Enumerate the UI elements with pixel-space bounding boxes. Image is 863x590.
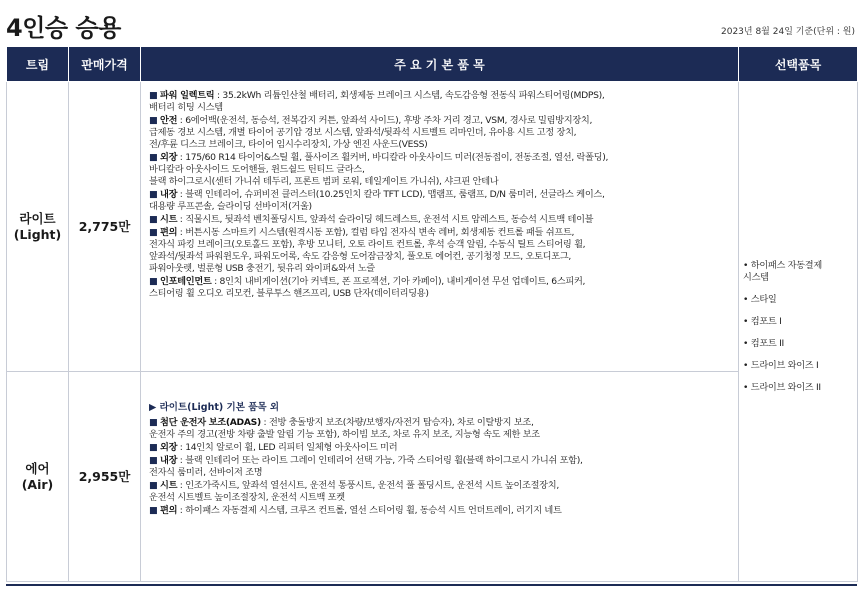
- square-bullet-icon: ■: [149, 417, 161, 428]
- feature-item: [149, 442, 732, 454]
- price-table: [6, 46, 858, 582]
- feature-item: [149, 276, 732, 300]
- bottom-rule: [6, 584, 857, 586]
- feature-label: 첨단 운전자 보조(ADAS): [160, 417, 261, 428]
- square-bullet-icon: ■: [149, 505, 161, 516]
- feature-label: 외장: [160, 442, 178, 453]
- feature-text: : 블랙 인테리어 또는 라이트 그레이 인테리어 선택 가능, 가죽 스티어링 휠(블랙 하이그로시 가니쉬 포함), 전자식 룸미러, 선바이저 조명: [149, 455, 583, 478]
- feature-text: : 블랙 인테리어, 슈퍼비전 클러스터(10.25인치 칼라 TFT LCD), 맵램프, 룸램프, D/N 룸미러, 선글라스 케이스, 대용량 루프콘솔, 슬라이딩 선바이저(거울): [149, 189, 605, 212]
- trim-light: 라이트 (Light): [7, 82, 69, 372]
- square-bullet-icon: ■: [149, 455, 161, 466]
- square-bullet-icon: ■: [149, 442, 161, 453]
- feature-item: [149, 455, 732, 479]
- feature-label: 인포테인먼트: [160, 276, 212, 287]
- feature-text: : 직물시트, 뒷좌석 벤치폴딩시트, 앞좌석 슬라이딩 헤드레스트, 운전석 시트 암레스트, 동승석 시트백 테이블: [177, 214, 594, 225]
- header-trim: 트림: [7, 47, 69, 82]
- feature-text: : 버튼시동 스마트키 시스템(원격시동 포함), 컬럼 타입 전자식 변속 레버, 회생제동 컨트롤 패들 쉬프트, 전자식 파킹 브레이크(오토홀드 포함), 후방 모니터, 오토 라이트 컨트롤, 후석 승객 알림, 수동식 틸트 스티어링 휠, 앞좌석/뒷좌석 파워윈도우, 파워도어록, 속도 감응형 도어잠금장치, 풀오토 에어컨, 공기청정 모드, 오토디포그, 파워아웃렛, 벌룬형 USB 충전기, 뒷유리 와이퍼&와셔 노즐: [149, 227, 586, 274]
- feature-text: : 전방 충돌방지 보조(차량/보행자/자전거 탑승자), 차로 이탈방지 보조, 운전자 주의 경고(전방 차량 출발 알림 기능 포함), 하이빔 보조, 차로 유지 보조, 지능형 속도 제한 보조: [149, 417, 540, 440]
- option-item: • 컴포트 I: [743, 315, 782, 327]
- feature-item: [149, 417, 732, 441]
- feature-label: 시트: [160, 214, 178, 225]
- feature-text: : 인조가죽시트, 앞좌석 열선시트, 운전석 통풍시트, 운전석 풀 폴딩시트, 운전석 시트 높이조절장치, 운전석 시트벨트 높이조절장치, 운전석 시트백 포켓: [149, 480, 559, 503]
- feature-item: [149, 189, 732, 213]
- feature-label: 편의: [160, 227, 178, 238]
- features-light: [141, 82, 739, 372]
- square-bullet-icon: ■: [149, 115, 161, 126]
- features-air: [141, 372, 739, 582]
- feature-item: [149, 115, 732, 151]
- header-price: 판매가격: [69, 47, 141, 82]
- square-bullet-icon: ■: [149, 227, 161, 238]
- feature-label: 내장: [160, 189, 178, 200]
- feature-label: 내장: [160, 455, 178, 466]
- feature-text: : 하이패스 자동결제 시스템, 크루즈 컨트롤, 열선 스티어링 휠, 동승석 시트 언더트레이, 러기지 네트: [177, 505, 562, 516]
- price-air: 2,955만: [69, 372, 141, 582]
- feature-label: 편의: [160, 505, 178, 516]
- feature-label: 외장: [160, 152, 178, 163]
- option-item: • 드라이브 와이즈 II: [743, 381, 821, 393]
- feature-item: [149, 90, 732, 114]
- feature-item: [149, 152, 732, 188]
- options-list: [739, 82, 858, 582]
- feature-label: 파워 일렉트릭: [160, 90, 215, 101]
- feature-text: : 14인치 알로이 휠, LED 리피터 일체형 아웃사이드 미러: [177, 442, 398, 453]
- header-options: 선택품목: [739, 47, 858, 82]
- square-bullet-icon: ■: [149, 189, 161, 200]
- feature-label: 안전: [160, 115, 178, 126]
- features-subheading: ▶ 라이트(Light) 기본 품목 외: [149, 402, 280, 413]
- square-bullet-icon: ■: [149, 152, 161, 163]
- feature-text: : 175/60 R14 타이어&스틸 휠, 풀사이즈 휠커버, 바디칼라 아웃사이드 미러(전동접이, 전동조절, 열선, 락폴딩), 바디칼라 아웃사이드 도어핸들, 윈드쉴드 틴티드 글라스, 블랙 하이그로시(센터 가니쉬 테두리, 프론트 범퍼 로워, 테일게이트 가니쉬), 샤크핀 안테나: [149, 152, 609, 187]
- option-item: • 스타일: [743, 293, 777, 305]
- feature-item: [149, 214, 732, 226]
- price-light: 2,775만: [69, 82, 141, 372]
- feature-text: : 35.2kWh 리튬인산철 배터리, 회생제동 브레이크 시스템, 속도감응형 전동식 파워스티어링(MDPS), 배터리 히팅 시스템: [149, 90, 605, 113]
- feature-item: [149, 227, 732, 275]
- page-title: 4인승 승용: [6, 14, 121, 42]
- option-item: • 하이패스 자동결제 시스템: [743, 259, 822, 283]
- trim-air: 에어 (Air): [7, 372, 69, 582]
- date-note: 2023년 8월 24일 기준(단위 : 원): [721, 27, 855, 37]
- square-bullet-icon: ■: [149, 214, 161, 225]
- feature-label: 시트: [160, 480, 178, 491]
- feature-item: [149, 480, 732, 504]
- square-bullet-icon: ■: [149, 276, 161, 287]
- feature-item: [149, 505, 732, 517]
- square-bullet-icon: ■: [149, 480, 161, 491]
- feature-text: : 8인치 내비게이션(기아 커넥트, 폰 프로젝션, 기아 카페이), 내비게이션 무선 업데이트, 6스피커, 스티어링 휠 오디오 리모컨, 블루투스 핸즈프리, USB 단자(데이터리딩용): [149, 276, 586, 299]
- feature-text: : 6에어백(운전석, 동승석, 전복감지 커튼, 앞좌석 사이드), 후방 주차 거리 경고, VSM, 경사로 밀림방지장치, 급제동 경보 시스템, 개별 타이어 공기압 경보 시스템, 앞좌석/뒷좌석 시트벨트 리마인더, 유아용 시트 고정 장치, 전/후륜 디스크 브레이크, 타이어 임시수리장치, 가상 엔진 사운드(VESS): [149, 115, 593, 150]
- header-features: 주 요 기 본 품 목: [141, 47, 739, 82]
- option-item: • 컴포트 II: [743, 337, 784, 349]
- option-item: • 드라이브 와이즈 I: [743, 359, 819, 371]
- square-bullet-icon: ■: [149, 90, 161, 101]
